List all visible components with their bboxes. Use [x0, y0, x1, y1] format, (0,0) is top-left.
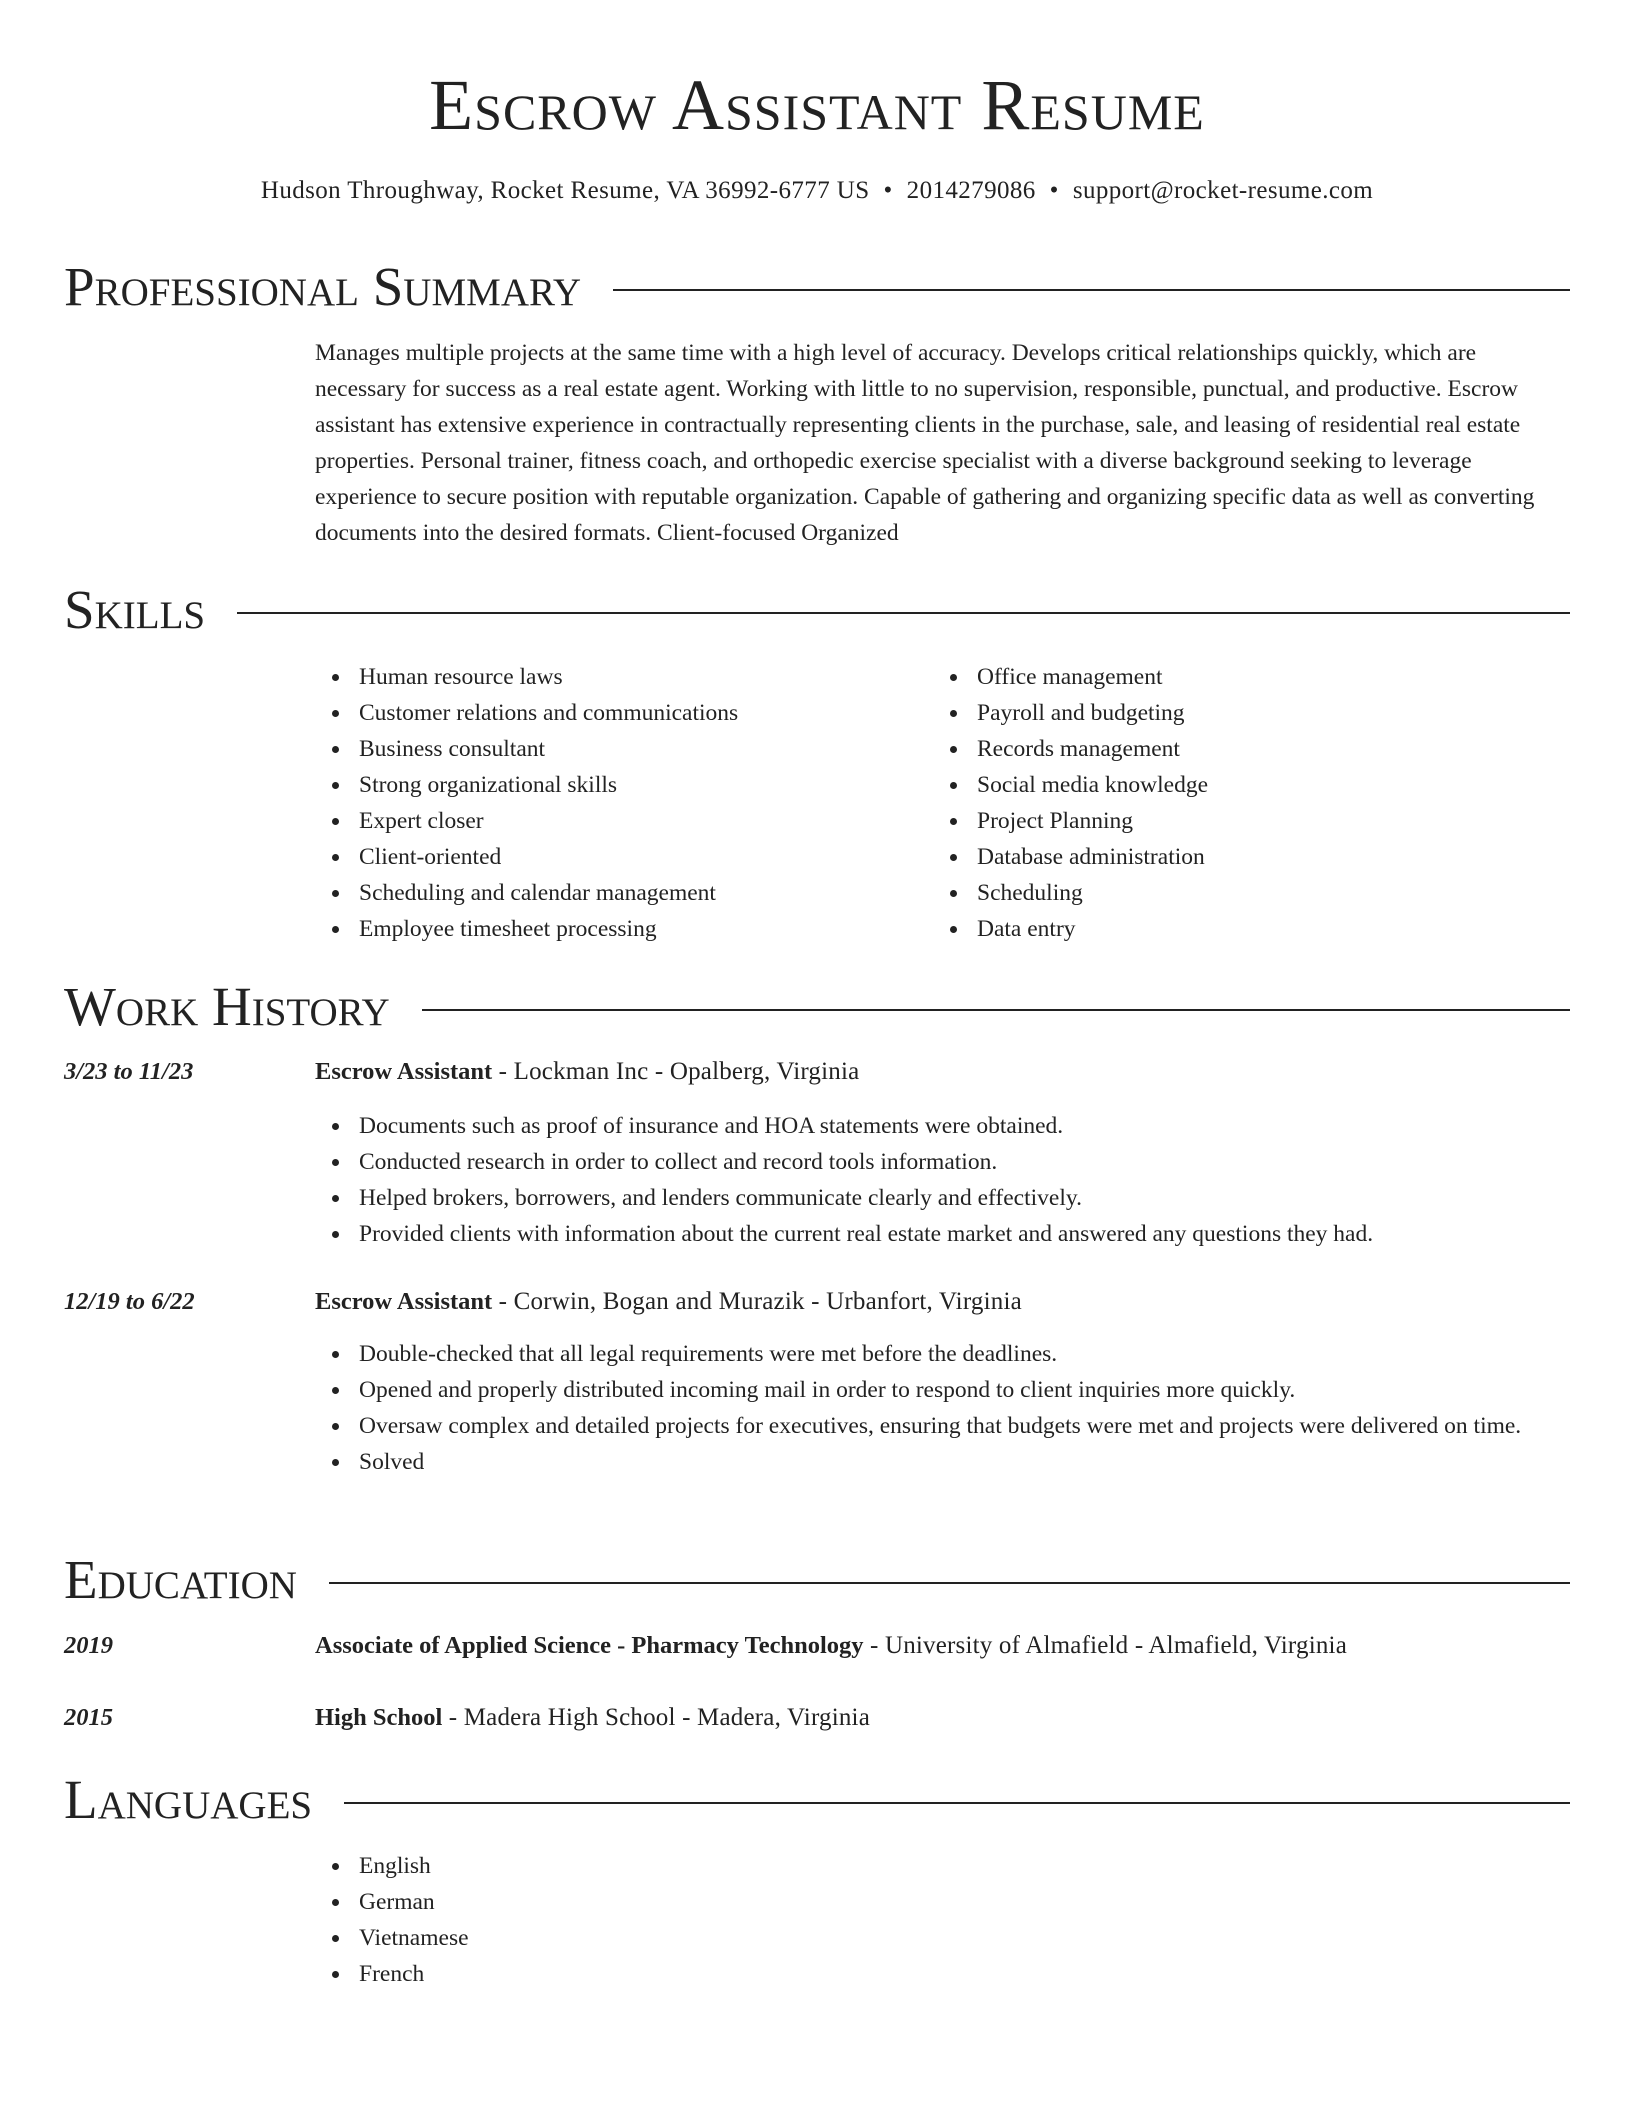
- job-title: Escrow Assistant: [315, 1288, 493, 1315]
- skill-item: Scheduling: [933, 875, 1551, 911]
- contact-separator: •: [883, 177, 893, 204]
- education-year: 2019: [64, 1632, 113, 1659]
- section-heading-work-history: [64, 975, 1570, 1039]
- skill-item: Expert closer: [315, 803, 933, 839]
- job-duties: [315, 1108, 1571, 1252]
- job-duty-item: Provided clients with information about the current real estate market and answered any questions they had.: [315, 1216, 1571, 1252]
- skill-item: Scheduling and calendar management: [315, 875, 933, 911]
- education-entry: [315, 1628, 1571, 1664]
- school-name: - University of Almafield - Almafield, Virginia: [863, 1632, 1347, 1659]
- contact-email: support@rocket-resume.com: [1072, 177, 1374, 204]
- section-divider: [344, 1802, 1570, 1804]
- skills-column-right: [933, 659, 1551, 947]
- school-name: - Madera High School - Madera, Virginia: [442, 1704, 871, 1731]
- job-duty-item: Helped brokers, borrowers, and lenders communicate clearly and effectively.: [315, 1180, 1571, 1216]
- section-title: Education: [64, 1549, 297, 1610]
- job-duties: [315, 1336, 1571, 1480]
- skill-item: Employee timesheet processing: [315, 911, 933, 947]
- skill-item: Business consultant: [315, 731, 933, 767]
- job-employer: - Lockman Inc - Opalberg, Virginia: [492, 1058, 860, 1085]
- job-duty-item: Conducted research in order to collect and record tools information.: [315, 1144, 1571, 1180]
- contact-phone: 2014279086: [906, 177, 1036, 204]
- skill-item: Social media knowledge: [933, 767, 1551, 803]
- section-divider: [237, 612, 1570, 614]
- job-employer: - Corwin, Bogan and Murazik - Urbanfort, Virginia: [492, 1288, 1022, 1315]
- job-duty-item: Opened and properly distributed incoming mail in order to respond to client inquiries more quickly.: [315, 1372, 1571, 1408]
- resume-title: Escrow Assistant Resume: [429, 65, 1205, 145]
- contact-separator: •: [1049, 177, 1059, 204]
- degree-name: Associate of Applied Science - Pharmacy Technology: [315, 1632, 864, 1659]
- section-heading-summary: [64, 255, 1570, 319]
- section-heading-education: [64, 1548, 1570, 1612]
- job-title: Escrow Assistant: [315, 1058, 493, 1085]
- language-item: French: [315, 1956, 1571, 1992]
- summary-block: [315, 335, 1571, 551]
- skill-item: Strong organizational skills: [315, 767, 933, 803]
- skill-item: Database administration: [933, 839, 1551, 875]
- section-heading-skills: [64, 578, 1570, 642]
- skills-column-left: [315, 659, 933, 947]
- skill-item: Customer relations and communications: [315, 695, 933, 731]
- skill-item: Records management: [933, 731, 1551, 767]
- summary-text: Manages multiple projects at the same time with a high level of accuracy. Develops critical relationships quickly, which are necessary for success as a real estate agent. Working with little to no supervision, responsible, punctual, and productive. Escrow assistant has extensive experience in contractually representing clients in the purchase, sale, and leasing of residential real estate properties. Personal trainer, fitness coach, and orthopedic exercise specialist with a diverse background seeking to leverage experience to secure position with reputable organization. Capable of gathering and organizing specific data as well as converting documents into the desired formats. Client-focused Organized: [315, 340, 1535, 546]
- skill-item: Project Planning: [933, 803, 1551, 839]
- job-dates: 3/23 to 11/23: [64, 1058, 194, 1085]
- section-title: Languages: [64, 1769, 313, 1830]
- skill-item: Office management: [933, 659, 1551, 695]
- education-year: 2015: [64, 1704, 113, 1731]
- job-duty-item: Solved: [315, 1444, 1571, 1480]
- section-title: Skills: [64, 579, 206, 640]
- language-item: English: [315, 1848, 1571, 1884]
- skill-item: Client-oriented: [315, 839, 933, 875]
- skill-item: Human resource laws: [315, 659, 933, 695]
- languages-list: [315, 1848, 1571, 1992]
- skills-list: [315, 659, 1571, 947]
- section-divider: [329, 1582, 1570, 1584]
- section-divider: [422, 1009, 1570, 1011]
- skill-item: Data entry: [933, 911, 1551, 947]
- job-duty-item: Double-checked that all legal requirements were met before the deadlines.: [315, 1336, 1571, 1372]
- section-heading-languages: [64, 1768, 1570, 1832]
- section-title: Professional Summary: [64, 256, 582, 317]
- job-heading: [315, 1054, 1571, 1090]
- education-entry: [315, 1700, 1571, 1736]
- skill-item: Payroll and budgeting: [933, 695, 1551, 731]
- job-duty-item: Oversaw complex and detailed projects for executives, ensuring that budgets were met and projects were delivered on time.: [315, 1408, 1571, 1444]
- section-title: Work History: [64, 976, 390, 1037]
- section-divider: [613, 289, 1570, 291]
- job-duty-item: Documents such as proof of insurance and HOA statements were obtained.: [315, 1108, 1571, 1144]
- language-item: Vietnamese: [315, 1920, 1571, 1956]
- contact-line: [64, 174, 1570, 208]
- degree-name: High School: [315, 1704, 443, 1731]
- job-heading: [315, 1284, 1571, 1320]
- language-item: German: [315, 1884, 1571, 1920]
- job-dates: 12/19 to 6/22: [64, 1288, 195, 1315]
- contact-address: Hudson Throughway, Rocket Resume, VA 36992-6777 US: [260, 177, 870, 204]
